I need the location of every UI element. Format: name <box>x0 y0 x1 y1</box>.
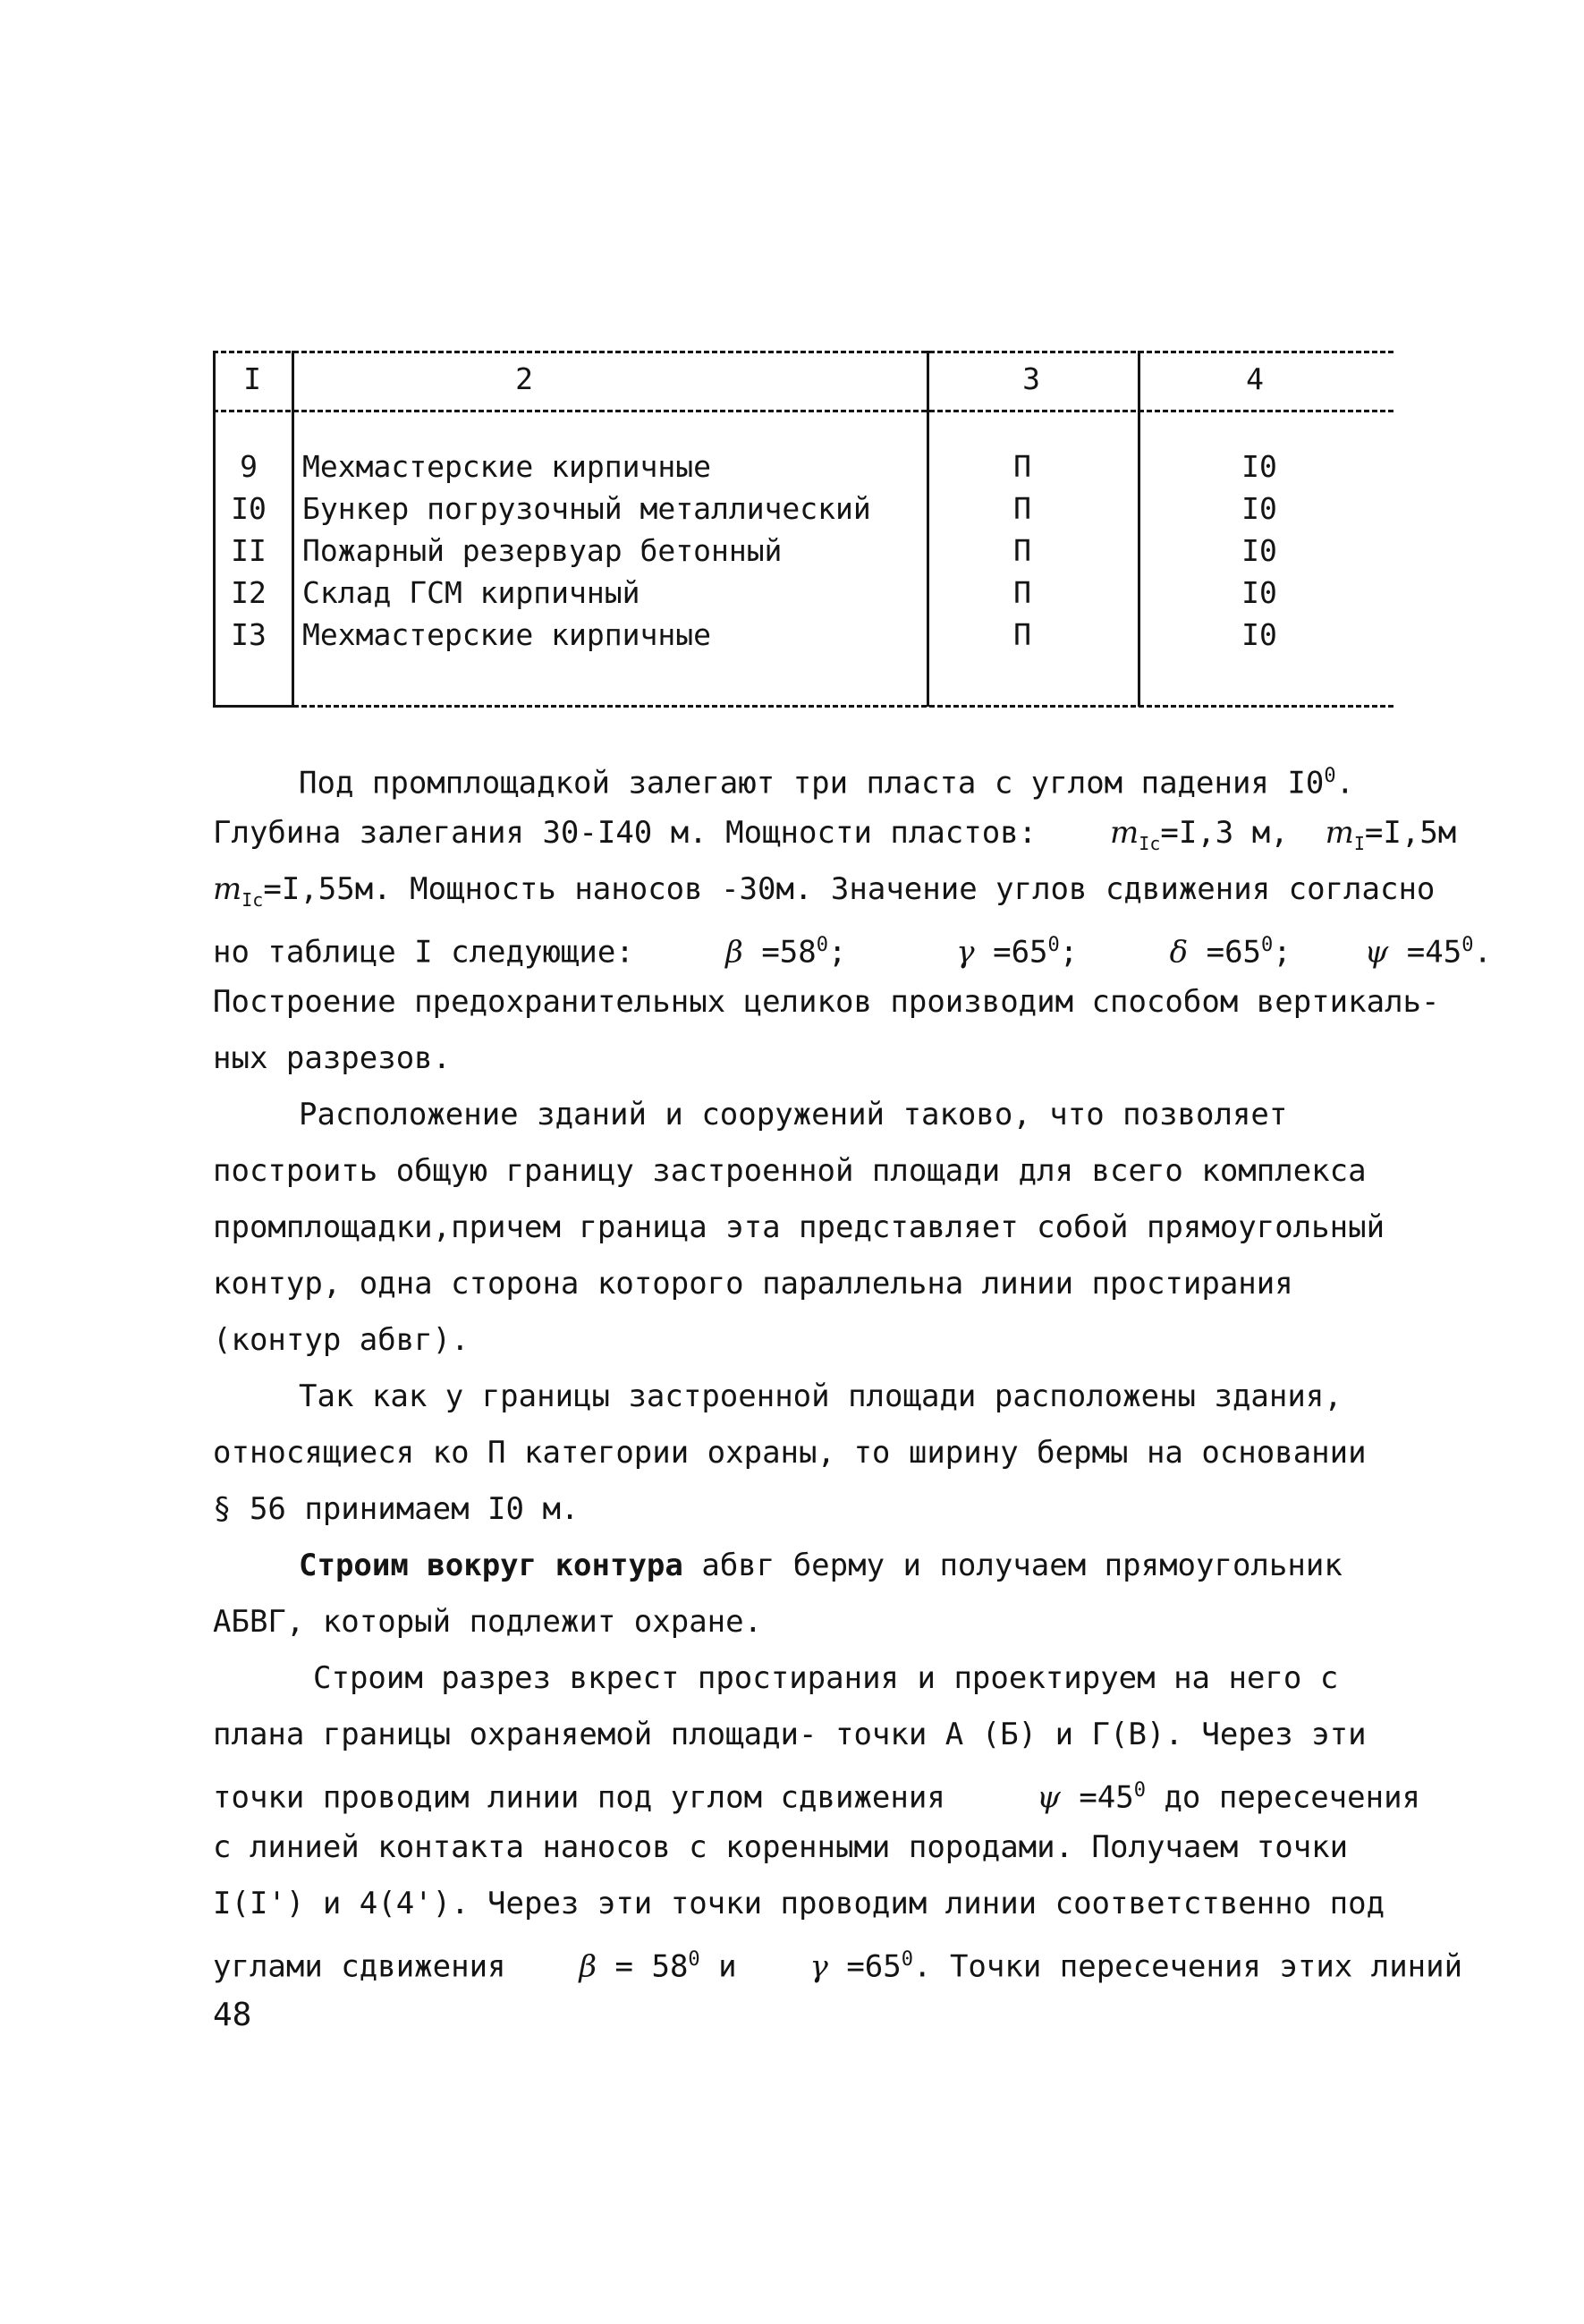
text-line: Так как у границы застроенной площади расположены здания, <box>299 1378 1343 1414</box>
table-row-number: II <box>231 533 267 568</box>
table-header-3: 3 <box>1022 361 1040 396</box>
text-line: с линией контакта наносов с коренными породами. Получаем точки <box>213 1829 1349 1865</box>
text-line: контур, одна сторона которого параллельна линии простирания <box>213 1266 1293 1302</box>
text-line: Расположение зданий и сооружений таково, что позволяет <box>299 1097 1288 1132</box>
table-row-category: П <box>1013 491 1031 526</box>
text-line: I(I') и 4(4'). Через эти точки проводим линии соответственно под <box>213 1886 1385 1921</box>
table-row-number: I3 <box>231 617 267 652</box>
text-line: относящиеся ко П категории охраны, то ширину бермы на основании <box>213 1435 1367 1471</box>
text-line: построить общую границу застроенной площади для всего комплекса <box>213 1153 1367 1189</box>
table-row-number: I0 <box>231 491 267 526</box>
table-row-category: П <box>1013 533 1031 568</box>
table-header-2: 2 <box>515 361 533 396</box>
table-header-separator <box>213 410 1393 412</box>
table-col-divider-1 <box>292 351 294 707</box>
table-top-border <box>213 351 1393 353</box>
table-bottom-border <box>213 705 293 708</box>
text-line: АБВГ, который подлежит охране. <box>213 1604 763 1640</box>
text-line: плана границы охраняемой площади- точки А (Б) и Г(В). Через эти <box>213 1717 1367 1752</box>
table-header-1: I <box>243 361 261 396</box>
text-line: (контур абвг). <box>213 1322 470 1358</box>
text-line: промплощадки,причем граница эта представляет собой прямоугольный <box>213 1209 1385 1245</box>
table-row-name: Склад ГСМ кирпичный <box>302 575 640 610</box>
table-bottom-border-dashed <box>293 705 1393 708</box>
table-row-value: I0 <box>1241 449 1277 484</box>
table-row-value: I0 <box>1241 575 1277 610</box>
table-row-value: I0 <box>1241 533 1277 568</box>
text-line: Глубина залегания 30-I40 м. Мощности пластов: $m_{Ic}=I,3$ м, $m_I=I,5м$ <box>213 815 1457 854</box>
buildings-table <box>213 351 1393 708</box>
text-line: Под промплощадкой залегают три пласта с углом падения $I0^0$. <box>299 765 1355 802</box>
table-header-4: 4 <box>1246 361 1264 396</box>
table-row-category: П <box>1013 449 1031 484</box>
text-line: углами сдвижения $\beta = 58^0$ и $\gamma =65^0$. Точки пересечения этих линий <box>213 1948 1463 1985</box>
table-row-name: Мехмастерские кирпичные <box>302 617 711 652</box>
table-left-border <box>213 351 216 707</box>
text-line: но таблице I следующие: $\beta =58^0$; $\gamma =65^0$; $\delta =65^0$; $\psi =45^0$. <box>213 934 1492 971</box>
page-number: 48 <box>213 1997 252 2033</box>
text-line: Строим вокруг контура абвг берму и получаем прямоугольник <box>299 1548 1343 1583</box>
text-line: Построение предохранительных целиков производим способом вертикаль- <box>213 984 1440 1020</box>
table-row-number: 9 <box>240 449 258 484</box>
text-line: ных разрезов. <box>213 1040 452 1076</box>
text-line: § 56 принимаем I0 м. <box>213 1491 580 1527</box>
table-row-value: I0 <box>1241 617 1277 652</box>
text-line: точки проводим линии под углом сдвижения $\psi =45^0$ до пересечения <box>213 1779 1421 1816</box>
table-row-name: Мехмастерские кирпичные <box>302 449 711 484</box>
table-row-category: П <box>1013 617 1031 652</box>
table-row-category: П <box>1013 575 1031 610</box>
table-row-name: Пожарный резервуар бетонный <box>302 533 783 568</box>
table-row-number: I2 <box>231 575 267 610</box>
table-row-value: I0 <box>1241 491 1277 526</box>
table-col-divider-2 <box>927 351 929 707</box>
text-line: $m_{Ic}=I,55м$. Мощность наносов -30м. Значение углов сдвижения согласно <box>213 871 1436 911</box>
text-line: Строим разрез вкрест простирания и проектируем на него с <box>313 1660 1339 1696</box>
table-row-name: Бункер погрузочный металлический <box>302 491 871 526</box>
table-col-divider-3 <box>1138 351 1140 707</box>
